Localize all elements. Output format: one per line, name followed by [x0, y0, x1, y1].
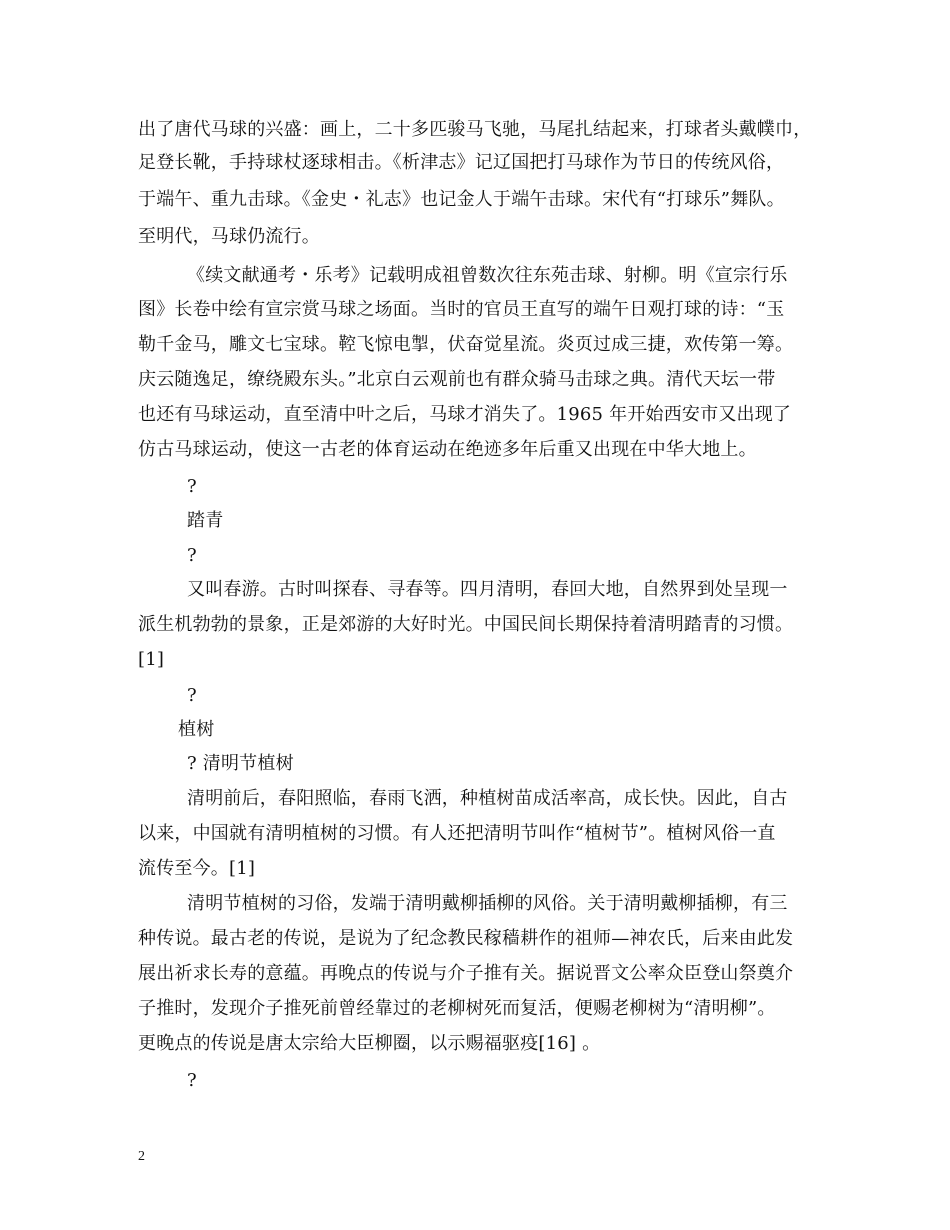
text-line: 子推时，发现介子推死前曾经靠过的老柳树死而复活，便赐老柳树为“清明柳”。 [138, 998, 776, 1019]
text-line: 种传说。最古老的传说，是说为了纪念教民稼穑耕作的祖师—神农氏，后来由此发 [138, 928, 794, 949]
subsection-heading: ? 清明节植树 [187, 753, 294, 774]
text-line: 派生机勃勃的景象，正是郊游的大好时光。中国民间长期保持着清明踏青的习惯。 [138, 614, 794, 635]
citation: [1] [138, 649, 165, 670]
paragraph-start-line: 又叫春游。古时叫探春、寻春等。四月清明，春回大地，自然界到处呈现一 [187, 579, 788, 600]
placeholder-mark: ? [187, 685, 197, 706]
text-line: 勒千金马，雕文七宝球。鞚飞惊电掣，伏奋觉星流。炎页过成三捷，欢传第一筹。 [138, 334, 794, 355]
text-line: 于端午、重九击球。《金史・礼志》也记金人于端午击球。宋代有“打球乐”舞队。 [138, 189, 785, 210]
text-line: 庆云随逸足，缭绕殿东头。”北京白云观前也有群众骑马击球之典。清代天坛一带 [138, 369, 776, 390]
placeholder-mark: ? [187, 1070, 197, 1091]
text-line: 以来，中国就有清明植树的习惯。有人还把清明节叫作“植树节”。植树风俗一直 [138, 823, 776, 844]
page-number: 2 [138, 1149, 145, 1164]
text-line: 更晚点的传说是唐太宗给大臣柳圈，以示赐福驱疫[16] 。 [138, 1033, 601, 1054]
text-line: 至明代，马球仍流行。 [138, 226, 320, 247]
text-line: 流传至今。[1] [138, 858, 256, 879]
paragraph-start-line: 清明前后，春阳照临，春雨飞洒，种植树苗成活率高，成长快。因此，自古 [187, 788, 788, 809]
paragraph-start-line: 清明节植树的习俗，发端于清明戴柳插柳的风俗。关于清明戴柳插柳，有三 [187, 893, 788, 914]
text-line: 仿古马球运动，使这一古老的体育运动在绝迹多年后重又出现在中华大地上。 [138, 439, 757, 460]
placeholder-mark: ? [187, 545, 197, 566]
text-line: 出了唐代马球的兴盛：画上，二十多匹骏马飞驰，马尾扎结起来，打球者头戴幞巾， [138, 119, 812, 140]
text-line: 足登长靴，手持球杖逐球相击。《析津志》记辽国把打马球作为节日的传统风俗， [138, 152, 785, 173]
text-line: 图》长卷中绘有宣宗赏马球之场面。当时的官员王直写的端午日观打球的诗：“玉 [138, 299, 785, 320]
section-heading: 植树 [178, 719, 215, 740]
section-heading: 踏青 [187, 510, 224, 531]
placeholder-mark: ? [187, 476, 197, 497]
text-line: 展出祈求长寿的意蕴。再晚点的传说与介子推有关。据说晋文公率众臣登山祭奠介 [138, 963, 794, 984]
text-line: 也还有马球运动，直至清中叶之后，马球才消失了。1965 年开始西安市又出现了 [138, 404, 792, 425]
paragraph-start-line: 《续文献通考・乐考》记载明成祖曾数次往东苑击球、射柳。明《宣宗行乐 [187, 265, 788, 286]
